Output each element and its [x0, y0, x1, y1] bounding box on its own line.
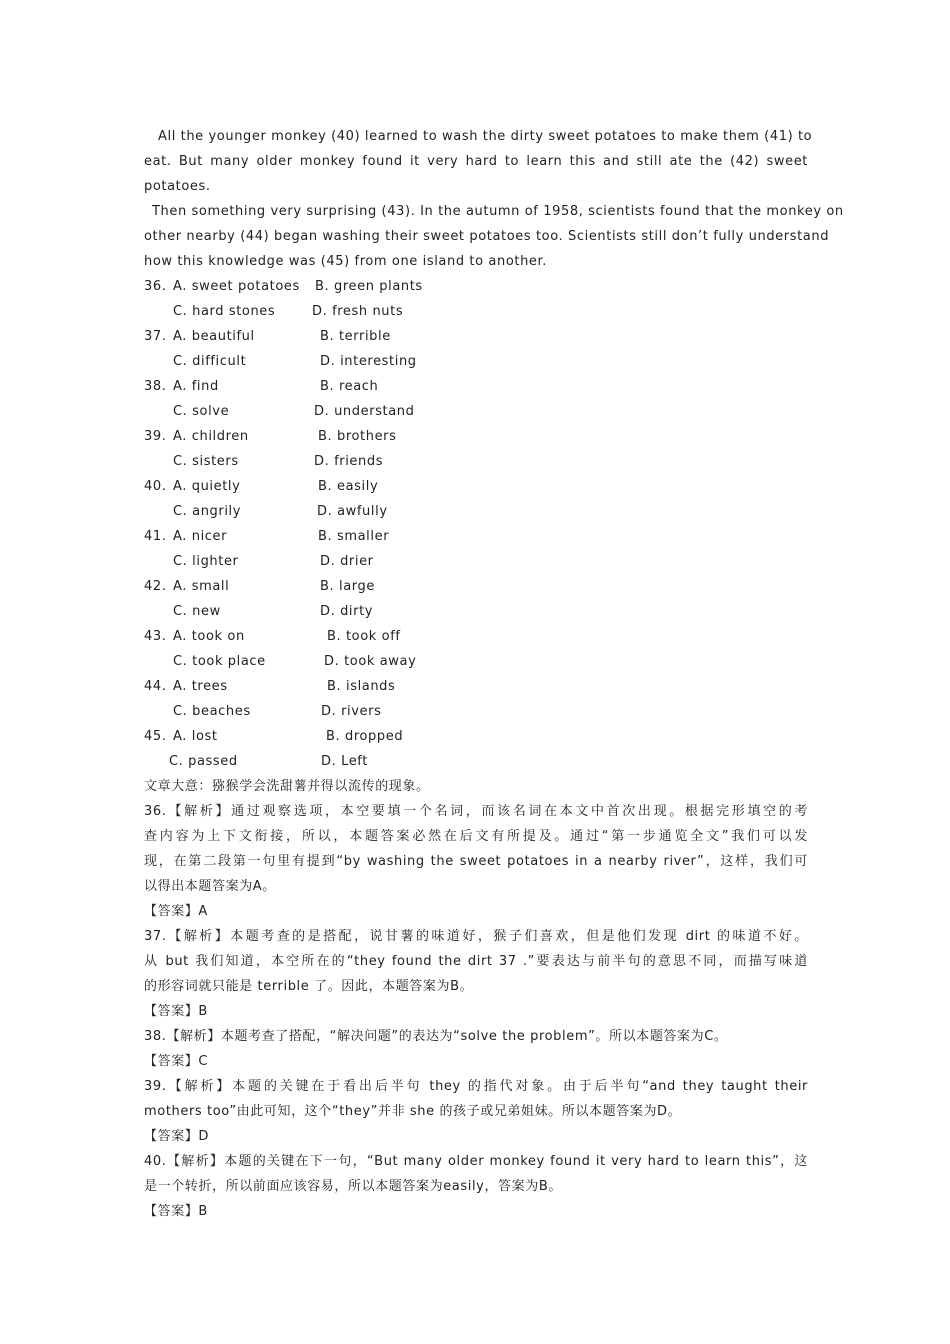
explanation-37-line: 从 but 我们知道，本空所在的“they found the dirt 37 .”要表达与前半句的意思不同，而描写味道	[144, 954, 808, 969]
option-a: A. sweet potatoes	[173, 279, 300, 294]
explanation-40-line: 是一个转折，所以前面应该容易，所以本题答案为easily，答案为B。	[144, 1179, 562, 1194]
option-c: C. beaches	[173, 704, 251, 719]
option-d: D. friends	[314, 454, 384, 469]
question-number: 44.	[144, 679, 167, 694]
explanation-36-line: 36.【解析】通过观察选项，本空要填一个名词，而该名词在本文中首次出现。根据完形填空的考	[144, 804, 808, 819]
option-b: B. islands	[327, 679, 396, 694]
answer-36: 【答案】A	[144, 904, 208, 919]
question-40-row-cd	[144, 499, 808, 524]
question-42-row-ab	[144, 574, 808, 599]
question-41-row-cd	[144, 549, 808, 574]
question-36-row-cd	[144, 299, 808, 324]
explanation-38-line: 38.【解析】本题考查了搭配，“解决问题”的表达为“solve the problem”。所以本题答案为C。	[144, 1029, 728, 1044]
option-c: C. sisters	[173, 454, 239, 469]
explanation-39-line: mothers too”由此可知，这个“they”并非 she 的孩子或兄弟姐妹。所以本题答案为D。	[144, 1104, 682, 1119]
option-b: B. dropped	[326, 729, 404, 744]
option-a: A. quietly	[173, 479, 241, 494]
explanation-39-line: 39.【解析】本题的关键在于看出后半句 they 的指代对象。由于后半句“and they taught their	[144, 1079, 808, 1094]
summary: 文章大意：猕猴学会洗甜薯并得以流传的现象。	[144, 779, 430, 794]
option-d: D. fresh nuts	[312, 304, 404, 319]
explanation-36-line: 以得出本题答案为A。	[144, 879, 276, 894]
question-number: 37.	[144, 329, 167, 344]
option-d: D. interesting	[320, 354, 417, 369]
option-a: A. children	[173, 429, 249, 444]
explanation-36-line: 现，在第二段第一句里有提到“by washing the sweet potatoes in a nearby river”，这样，我们可	[144, 854, 808, 869]
question-44-row-ab	[144, 674, 808, 699]
option-d: D. awfully	[317, 504, 388, 519]
question-38-row-ab	[144, 374, 808, 399]
question-39-row-ab	[144, 424, 808, 449]
option-a: A. find	[173, 379, 219, 394]
option-b: B. terrible	[320, 329, 391, 344]
option-a: A. nicer	[173, 529, 228, 544]
option-c: C. hard stones	[173, 304, 276, 319]
question-38-row-cd	[144, 399, 808, 424]
explanation-37-line: 的形容词就只能是 terrible 了。因此，本题答案为B。	[144, 979, 474, 994]
option-b: B. reach	[320, 379, 379, 394]
question-37-row-cd	[144, 349, 808, 374]
option-c: C. took place	[173, 654, 266, 669]
question-number: 43.	[144, 629, 167, 644]
option-a: A. beautiful	[173, 329, 255, 344]
option-a: A. took on	[173, 629, 245, 644]
option-c: C. new	[173, 604, 221, 619]
question-number: 41.	[144, 529, 167, 544]
question-number: 42.	[144, 579, 167, 594]
option-b: B. large	[320, 579, 375, 594]
option-b: B. green plants	[315, 279, 423, 294]
option-d: D. dirty	[320, 604, 374, 619]
question-number: 39.	[144, 429, 167, 444]
passage-line: how this knowledge was (45) from one island to another.	[144, 254, 547, 269]
option-a: A. trees	[173, 679, 228, 694]
option-c: C. difficult	[173, 354, 247, 369]
question-45-row-ab	[144, 724, 808, 749]
option-b: B. easily	[318, 479, 379, 494]
question-40-row-ab	[144, 474, 808, 499]
answer-38: 【答案】C	[144, 1054, 209, 1069]
question-42-row-cd	[144, 599, 808, 624]
option-b: B. took off	[327, 629, 401, 644]
option-a: A. lost	[173, 729, 218, 744]
option-d: D. understand	[314, 404, 415, 419]
passage-line: Then something very surprising (43). In the autumn of 1958, scientists found that the monkey on	[152, 204, 844, 219]
passage-line: All the younger monkey (40) learned to wash the dirty sweet potatoes to make them (41) to	[158, 129, 813, 144]
option-b: B. brothers	[318, 429, 397, 444]
explanation-36-line: 查内容为上下文衔接，所以，本题答案必然在后文有所提及。通过“第一步通览全文”我们可以发	[144, 829, 808, 844]
question-43-row-cd	[144, 649, 808, 674]
question-37-row-ab	[144, 324, 808, 349]
option-d: D. took away	[324, 654, 417, 669]
question-45-row-cd	[144, 749, 808, 774]
answer-40: 【答案】B	[144, 1204, 208, 1219]
answer-39: 【答案】D	[144, 1129, 210, 1144]
passage-line: potatoes.	[144, 179, 211, 194]
option-c: C. passed	[169, 754, 238, 769]
option-a: A. small	[173, 579, 230, 594]
question-39-row-cd	[144, 449, 808, 474]
question-number: 36.	[144, 279, 167, 294]
option-d: D. Left	[321, 754, 368, 769]
question-41-row-ab	[144, 524, 808, 549]
answer-37: 【答案】B	[144, 1004, 208, 1019]
option-d: D. drier	[320, 554, 374, 569]
document-page	[144, 124, 844, 1224]
option-c: C. angrily	[173, 504, 242, 519]
passage-line: other nearby (44) began washing their sweet potatoes too. Scientists still don’t fully understand	[144, 229, 830, 244]
question-43-row-ab	[144, 624, 808, 649]
option-d: D. rivers	[321, 704, 382, 719]
question-44-row-cd	[144, 699, 808, 724]
explanation-40-line: 40.【解析】本题的关键在下一句，“But many older monkey found it very hard to learn this”，这	[144, 1154, 808, 1169]
explanation-37-line: 37.【解析】本题考查的是搭配，说甘薯的味道好，猴子们喜欢，但是他们发现 dirt 的味道不好。	[144, 929, 808, 944]
option-b: B. smaller	[318, 529, 390, 544]
question-number: 40.	[144, 479, 167, 494]
question-number: 45.	[144, 729, 167, 744]
question-number: 38.	[144, 379, 167, 394]
passage-line: eat. But many older monkey found it very hard to learn this and still ate the (42) sweet	[144, 154, 808, 169]
option-c: C. lighter	[173, 554, 239, 569]
option-c: C. solve	[173, 404, 230, 419]
question-36-row-ab	[144, 274, 808, 299]
